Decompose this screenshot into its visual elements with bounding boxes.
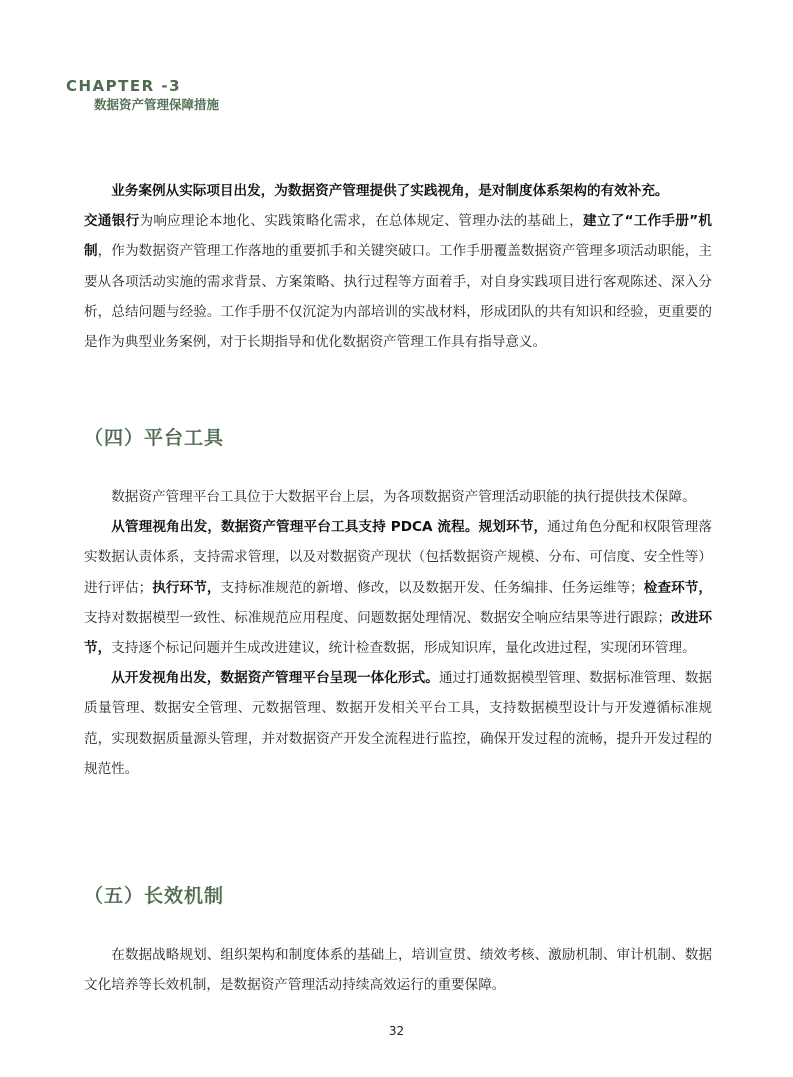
bold-text: 检查环节，: [643, 579, 713, 596]
chapter-label: CHAPTER -3: [66, 77, 182, 95]
paragraph-pdca: [84, 512, 712, 663]
section-heading-platform-tools: （四）平台工具: [84, 427, 225, 449]
bold-text: 从管理视角出发，数据资产管理平台工具支持 PDCA 流程。规划环节，: [111, 519, 548, 536]
bold-text: 执行环节，: [152, 579, 221, 596]
bold-text: 交通银行: [84, 213, 140, 230]
body-text: 数据资产管理平台工具位于大数据平台上层，为各项数据资产管理活动职能的执行提供技术保障。: [111, 489, 696, 505]
body-text: 通过打通数据模型管理、数据标准管理、数据质量管理、数据安全管理、元数据管理、数据开发相关平台工具，支持数据模型设计与开发遵循标准规范，实现数据质量源头管理，并对数据资产开发全流程进行监控，确保开发过程的流畅，提升开发过程的规范性。: [84, 670, 712, 777]
body-text: 通过角色分配和权限管理落实数据认责体系，支持需求管理，以及对数据资产现状（包括数据资产规模、分布、可信度、安全性等）进行评估；: [84, 519, 712, 596]
body-text: ，作为数据资产管理工作落地的重要抓手和关键突破口。工作手册覆盖数据资产管理多项活动职能，主要从各项活动实施的需求背景、方案策略、执行过程等方面着手，对自身实践项目进行客观陈述、深入分析，总结问题与经验。工作手册不仅沉淀为内部培训的实战材料，形成团队的共有知识和经验，更重要的是作为典型业务案例，对于长期指导和优化数据资产管理工作具有指导意义。: [84, 243, 712, 351]
paragraph-integrated-platform: [84, 663, 712, 784]
bold-text: 改进环节，: [84, 609, 713, 657]
body-text: 支持对数据模型一致性、标准规范应用程度、问题数据处理情况、数据安全响应结果等进行跟踪；: [84, 609, 672, 626]
bold-text: 业务案例从实际项目出发，为数据资产管理提供了实践视角，是对制度体系架构的有效补充。: [111, 183, 669, 199]
body-text: 为响应理论本地化、实践策略化需求，在总体规定、管理办法的基础上，: [139, 213, 583, 230]
paragraph-bocom-handbook: [84, 206, 712, 357]
block-3: [84, 940, 712, 1000]
block-1: [84, 176, 712, 357]
chapter-subtitle: 数据资产管理保障措施: [94, 97, 220, 112]
paragraph-long-term-mechanism: [84, 940, 712, 1000]
section-heading-long-term-mechanism: （五）长效机制: [84, 885, 225, 907]
body-text: 在数据战略规划、组织架构和制度体系的基础上，培训宣贯、绩效考核、激励机制、审计机制、数据文化培养等长效机制，是数据资产管理活动持续高效运行的重要保障。: [84, 947, 712, 994]
body-text: 支持标准规范的新增、修改，以及数据开发、任务编排、任务运维等；: [220, 579, 644, 596]
block-2: [84, 482, 712, 784]
paragraph-platform-intro: [84, 482, 712, 512]
page-number: 32: [388, 1024, 405, 1038]
bold-text: 建立了“工作手册”机制: [84, 213, 713, 260]
paragraph-business-case-intro: [84, 176, 712, 206]
running-header: [66, 78, 219, 113]
body-text: 支持逐个标记问题并生成改进建议，统计检查数据，形成知识库，量化改进过程，实现闭环管理。: [111, 640, 696, 657]
bold-text: 从开发视角出发，数据资产管理平台呈现一体化形式。: [111, 670, 439, 687]
